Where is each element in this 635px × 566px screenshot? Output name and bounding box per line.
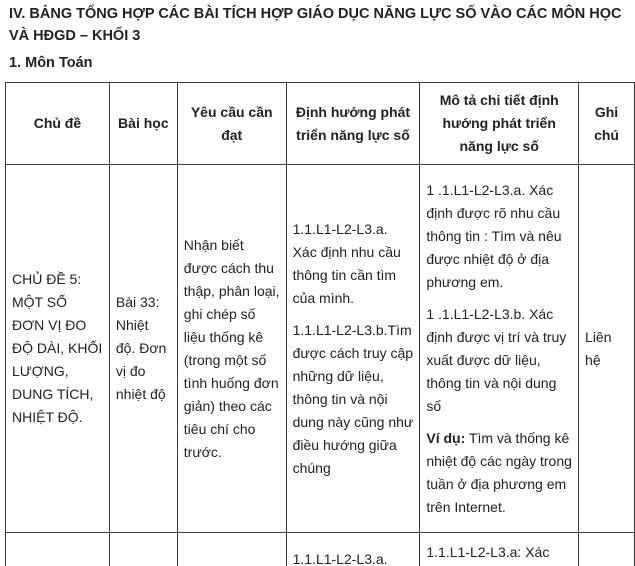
table-row <box>6 165 635 533</box>
cell-chu-de: CHỦ ĐỀ 5: MỘT SỐ ĐƠN VỊ ĐO ĐỘ DÀI, KHỐI LƯỢNG, DUNG TÍCH, NHIỆT ĐỘ. <box>6 165 110 533</box>
header-dinh-huong: Định hướng phát triển năng lực số <box>286 83 420 165</box>
section-heading: IV. BẢNG TỔNG HỢP CÁC BÀI TÍCH HỢP GIÁO DỤC NĂNG LỰC SỐ VÀO CÁC MÔN HỌC VÀ HĐGD – KHỐI 3 <box>9 6 622 44</box>
header-chu-de: Chủ đề <box>6 83 110 165</box>
header-yeu-cau: Yêu cầu cần đạt <box>177 83 286 165</box>
dinh-huong-item: 1.1.L1-L2-L3.b.Tìm được cách truy cập những dữ liệu, thông tin và nội dung này cũng như điều hướng giữa chúng <box>292 321 414 476</box>
subsection-heading: 1. Môn Toán <box>9 55 93 71</box>
cell-ghi-chu <box>579 533 635 566</box>
cell-yeu-cau: Nhận biết được cách thu thập, phân loại, ghi chép số liệu thống kê (trong một số tình huống đơn giản) theo các tiêu chí cho trước. <box>177 165 286 533</box>
cell-dinh-huong: 1.1.L1-L2-L3.a. <box>286 533 420 566</box>
cell-chu-de <box>6 533 110 566</box>
mo-ta-example <box>426 427 572 519</box>
table-header-row <box>6 83 635 165</box>
table-row <box>6 533 635 566</box>
cell-dinh-huong <box>286 165 420 533</box>
cell-bai-hoc <box>109 533 177 566</box>
mo-ta-item: 1 .1.L1-L2-L3.a. Xác định được rõ nhu cầu thông tin : Tìm và nêu được nhiệt độ ở địa phương em. <box>426 181 562 290</box>
header-ghi-chu: Ghi chú <box>579 83 635 165</box>
example-label: Ví dụ: <box>426 429 466 446</box>
cell-mo-ta: 1.1.L1-L2-L3.a: Xác <box>420 533 579 566</box>
header-bai-hoc: Bài học <box>109 83 177 165</box>
cell-yeu-cau <box>177 533 286 566</box>
cell-bai-hoc: Bài 33: Nhiệt độ. Đơn vị đo nhiệt độ <box>109 165 177 533</box>
header-mo-ta: Mô tả chi tiết định hướng phát triển năng lực số <box>420 83 579 165</box>
cell-mo-ta <box>420 165 579 533</box>
integration-table <box>5 82 635 566</box>
cell-ghi-chu: Liên hệ <box>579 165 635 533</box>
dinh-huong-item: 1.1.L1-L2-L3.a. Xác định nhu cầu thông tin cần tìm của mình. <box>292 220 401 306</box>
mo-ta-item: 1 .1.L1-L2-L3.b. Xác định được vị trí và truy xuất được dữ liệu, thông tin và nội dung số <box>426 305 567 414</box>
example-text: Tìm và thống kê nhiệt độ các ngày trong tuần ở địa phương em trên Internet. <box>426 429 572 515</box>
